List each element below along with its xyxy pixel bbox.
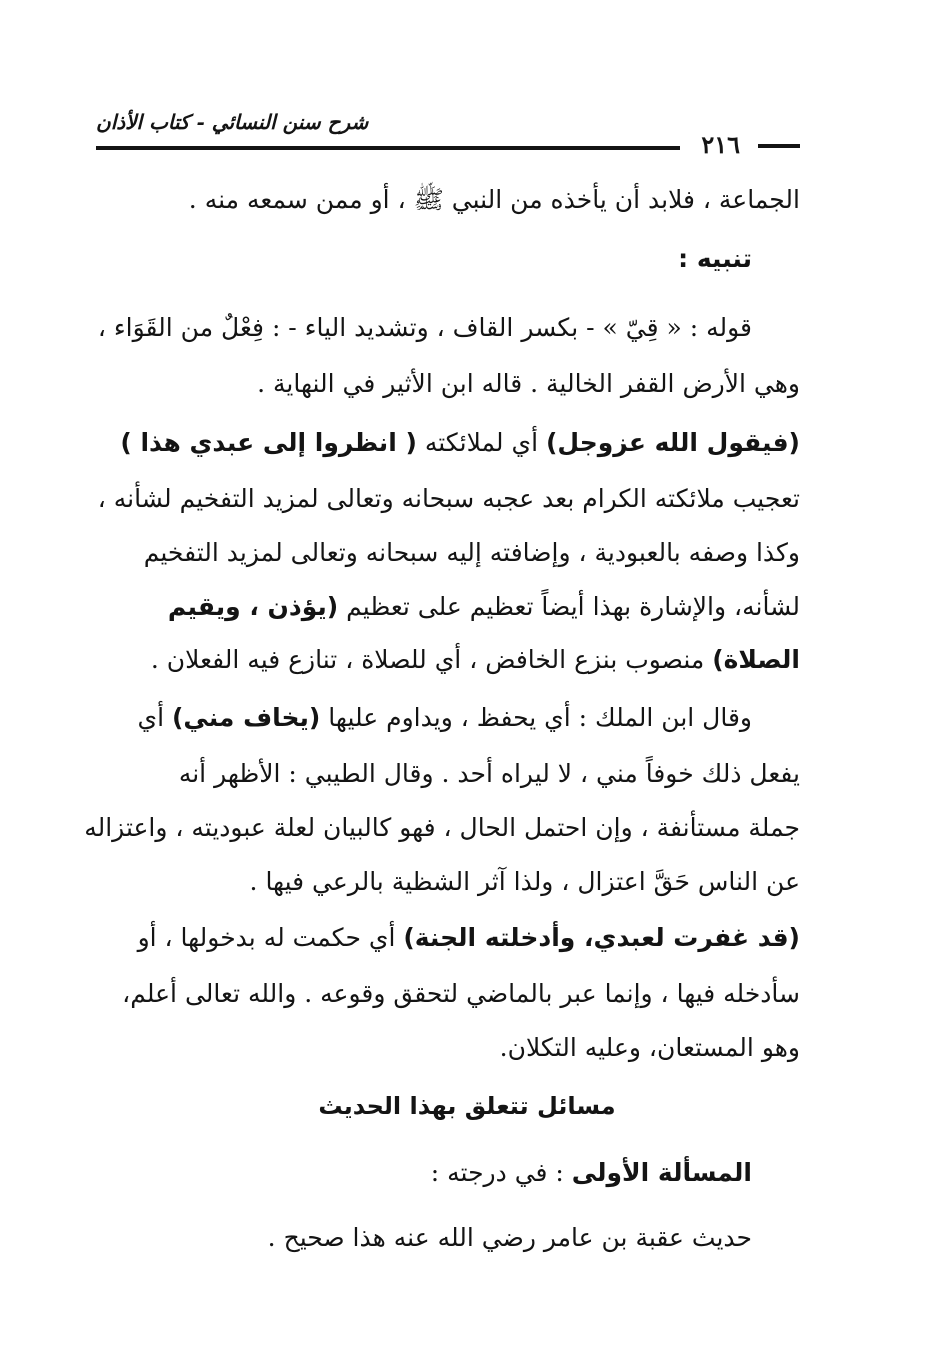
text-line: الجماعة ، فلابد أن يأخذه من النبي ﷺ ، أو ممن سمعه منه . xyxy=(188,185,800,214)
text-line: تعجيب ملائكته الكرام بعد عجبه سبحانه وتعالى لمزيد التفخيم لشأنه ، xyxy=(97,484,800,513)
text-line: عن الناس حَقَّ اعتزال ، ولذا آثر الشظية بالرعي فيها . xyxy=(249,867,800,896)
text-line xyxy=(96,1155,752,1191)
text-line xyxy=(96,700,752,736)
tanbih-heading: تنبيه : xyxy=(678,244,752,273)
header-rule xyxy=(96,146,680,150)
section-heading: مسائل تتعلق بهذا الحديث xyxy=(318,1092,616,1120)
running-title: شرح سنن النسائي - كتاب الأذان xyxy=(96,110,369,134)
hadith-quote: ( انظروا إلى عبدي هذا ) xyxy=(120,428,417,457)
page-number-dash xyxy=(758,144,800,148)
page-number: ٢١٦ xyxy=(701,130,740,159)
text-line: وهو المستعان، وعليه التكلان. xyxy=(499,1033,800,1062)
text-span: أي xyxy=(137,703,172,732)
hadith-quote: (قد غفرت لعبدي، وأدخلته الجنة) xyxy=(403,923,800,952)
hadith-quote: (يخاف مني) xyxy=(171,703,321,732)
text-span: : في درجته : xyxy=(430,1158,572,1187)
page-header xyxy=(96,100,800,160)
text-span: لشأنه، والإشارة بهذا أيضاً تعظيم على تعظيم xyxy=(338,592,800,621)
hadith-quote: (يؤذن ، ويقيم xyxy=(167,592,339,621)
text-span: وقال ابن الملك : أي يحفظ ، ويداوم عليها xyxy=(320,703,752,732)
question-label: المسألة الأولى xyxy=(571,1158,752,1187)
text-line xyxy=(96,920,800,956)
hadith-quote: (فيقول الله عزوجل) xyxy=(545,428,800,457)
text-line: سأدخله فيها ، وإنما عبر بالماضي لتحقق وقوعه . والله تعالى أعلم، xyxy=(122,979,800,1008)
text-line xyxy=(96,589,800,625)
text-line xyxy=(96,642,800,678)
text-line: وهي الأرض القفر الخالية . قاله ابن الأثير في النهاية . xyxy=(257,369,800,398)
text-line xyxy=(96,425,800,461)
text-line: قوله : « قِيّ » - بكسر القاف ، وتشديد الياء - : فِعْلٌ من القَوَاء ، xyxy=(97,313,752,342)
text-line: حديث عقبة بن عامر رضي الله عنه هذا صحيح . xyxy=(267,1223,752,1252)
hadith-quote: الصلاة) xyxy=(712,645,800,674)
text-span: منصوب بنزع الخافض ، أي للصلاة ، تنازع فيه الفعلان . xyxy=(150,645,713,674)
text-span: أي حكمت له بدخولها ، أو xyxy=(137,923,404,952)
text-line: يفعل ذلك خوفاً مني ، لا ليراه أحد . وقال الطيبي : الأظهر أنه xyxy=(178,759,800,788)
text-span: أي لملائكته xyxy=(416,428,546,457)
text-line: جملة مستأنفة ، وإن احتمل الحال ، فهو كالبيان لعلة عبوديته ، واعتزاله xyxy=(84,813,800,842)
text-line: وكذا وصفه بالعبودية ، وإضافته إليه سبحانه وتعالى لمزيد التفخيم xyxy=(143,538,800,567)
